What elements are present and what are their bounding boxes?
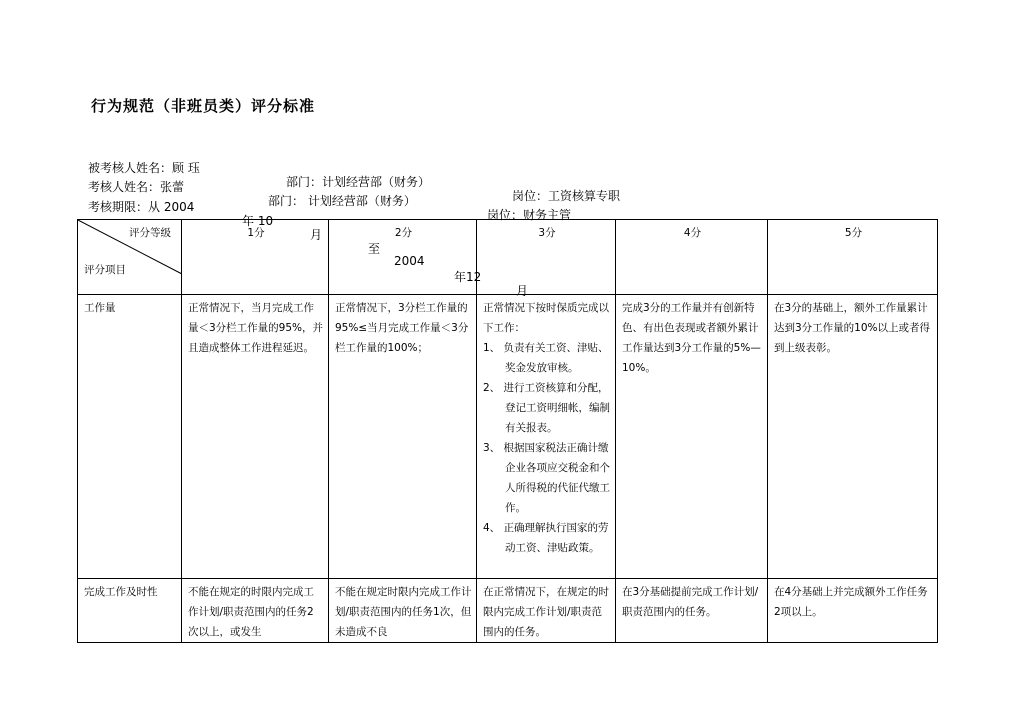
item-label: 工作量 [78, 295, 182, 579]
level-header-5: 5分 [768, 220, 938, 295]
period-month-label-end: 月 [516, 284, 529, 298]
assessor-name: 考核人姓名：张蕾 [88, 180, 185, 194]
duty-list [483, 338, 611, 558]
table-row-workload [78, 295, 938, 579]
criteria-cell-4: 完成3分的工作量并有创新特色、有出色表现或者额外累计工作量达到3分工作量的5%—10%。 [616, 295, 768, 579]
level-header-2: 2分 [329, 220, 477, 295]
criteria-cell-1: 正常情况下，当月完成工作量＜3分栏工作量的95%，并且造成整体工作进程延迟。 [182, 295, 329, 579]
assessor-post: 岗位：财务主管 [487, 208, 572, 222]
criteria-cell-3 [477, 295, 616, 579]
criteria-cell-2: 不能在规定时限内完成工作计划/职责范围内的任务1次，但未造成不良 [329, 579, 477, 643]
criteria-cell-5: 在3分的基础上，额外工作量累计达到3分工作量的10%以上或者得到上级表彰。 [768, 295, 938, 579]
item-label: 完成工作及时性 [78, 579, 182, 643]
assessor-dept: 部门： 计划经营部（财务） [268, 194, 416, 208]
period-year-end: 2004 [394, 254, 425, 268]
level-header-1: 1分 [182, 220, 329, 295]
assessee-post: 岗位：工资核算专职 [512, 189, 621, 203]
list-item: 2、 进行工资核算和分配，登记工资明细帐，编制有关报表。 [483, 382, 610, 434]
assessee-name: 被考核人姓名：顾 珏 [88, 161, 200, 175]
period-year-month-end: 年12 [454, 270, 482, 284]
criteria-cell-1: 不能在规定的时限内完成工作计划/职责范围内的任务2次以上，或发生 [182, 579, 329, 643]
header-row [78, 220, 938, 295]
period-label: 考核期限：从 2004 [88, 200, 195, 214]
list-item: 3、 根据国家税法正确计缴企业各项应交税金和个人所得税的代征代缴工作。 [483, 442, 610, 514]
criteria-cell-4: 在3分基础提前完成工作计划/职责范围内的任务。 [616, 579, 768, 643]
corner-label-item: 评分项目 [84, 264, 126, 276]
list-item: 1、 负责有关工资、津贴、奖金发放审核。 [483, 342, 609, 374]
criteria-cell-5: 在4分基础上并完成额外工作任务2项以上。 [768, 579, 938, 643]
corner-header-cell [78, 220, 182, 295]
period-month-label-start: 月 [310, 228, 323, 242]
list-item: 4、 正确理解执行国家的劳动工资、津贴政策。 [483, 522, 609, 554]
table-row-timeliness [78, 579, 938, 643]
corner-label-level: 评分等级 [129, 227, 171, 239]
period-year-month-start: 年 10 [242, 214, 274, 228]
period-to: 至 [368, 242, 381, 256]
criteria-cell-2: 正常情况下，3分栏工作量的95%≤当月完成工作量＜3分栏工作量的100%； [329, 295, 477, 579]
scoring-table [77, 219, 938, 643]
criteria-cell-3: 在正常情况下，在规定的时限内完成工作计划/职责范围内的任务。 [477, 579, 616, 643]
document-title: 行为规范（非班员类）评分标准 [91, 97, 316, 115]
level-header-3: 3分 [477, 220, 616, 295]
level-header-4: 4分 [616, 220, 768, 295]
assessee-dept: 部门：计划经营部（财务） [286, 175, 431, 189]
criteria-intro: 正常情况下按时保质完成以下工作： [483, 302, 609, 334]
